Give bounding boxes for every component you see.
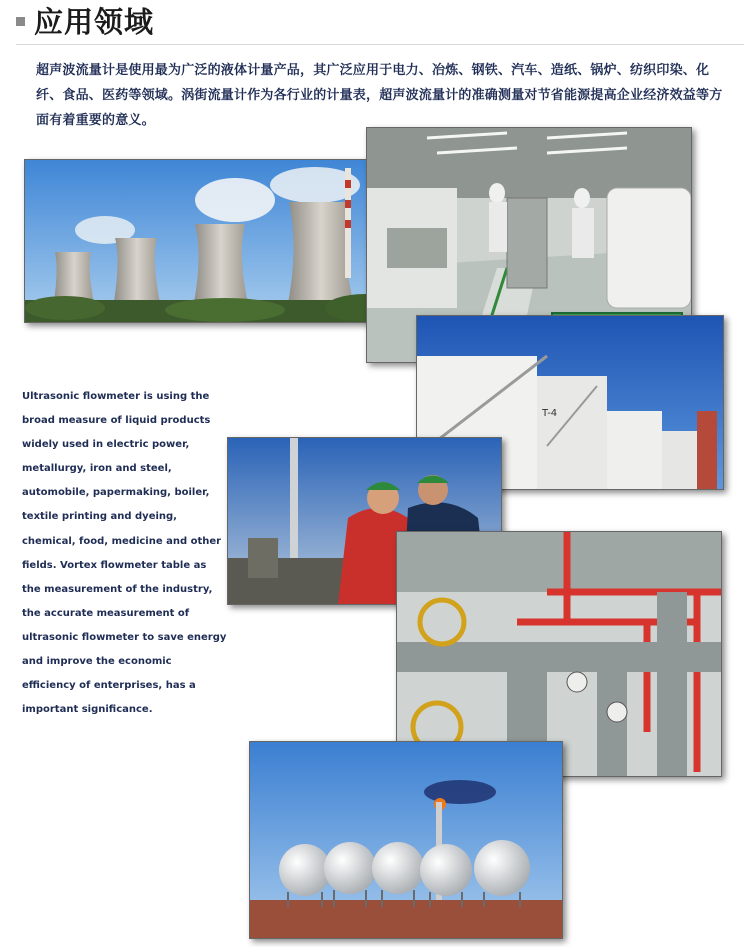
header-divider bbox=[16, 44, 744, 45]
intro-text-english: Ultrasonic flowmeter is using the broad measure of liquid products widely used in electric power, metallurgy, iron and steel, automobile, papermaking, boiler, textile printing and dyeing, chemical, food, medicine and other fields. Vortex flowmeter table as the measurement of the industry, the accurate measurement of ultrasonic flowmeter to save energy and improve the economic efficiency of enterprises, has a important significance. bbox=[22, 391, 227, 716]
square-bullet-icon bbox=[16, 17, 25, 26]
section-header bbox=[0, 0, 750, 46]
svg-text:T-4: T-4 bbox=[542, 408, 558, 419]
cooling-towers-photo bbox=[24, 159, 394, 323]
intro-text-chinese: 超声波流量计是使用最为广泛的液体计量产品，其广泛应用于电力、冶炼、钢铁、汽车、造纸、锅炉、纺织印染、化纤、食品、医药等领域。涡街流量计作为各行业的计量表，超声波流量计的准确测量对节省能源提高企业经济效益等方面有着重要的意义。 bbox=[36, 63, 723, 128]
page-title: 应用领域 bbox=[34, 5, 155, 39]
spherical-tanks-photo bbox=[249, 741, 563, 939]
